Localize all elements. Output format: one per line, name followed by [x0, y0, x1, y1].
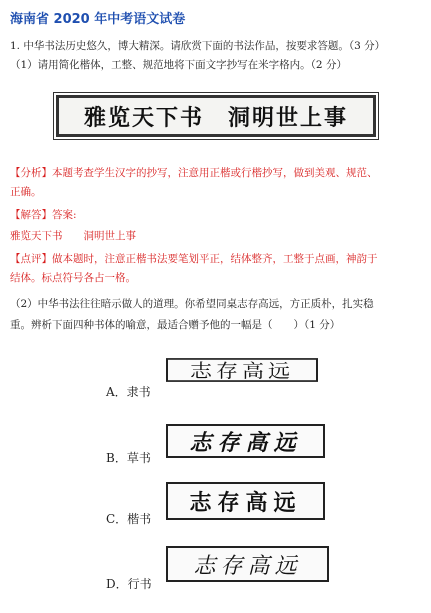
question-1-stem: 1. 中华书法历史悠久，博大精深。请欣赏下面的书法作品，按要求答题。（3 分） — [10, 40, 386, 52]
comment-line-2: 结体。标点符号各占一格。 — [10, 272, 136, 284]
question-1-sub2-line1: （2）中华书法往往暗示做人的道理。你希望同桌志存高远，方正质朴，扎实稳 — [10, 298, 374, 310]
comment-tag: 【点评】 — [10, 253, 52, 265]
option-a-label: A．隶书 — [106, 385, 151, 399]
analysis-line-2: 正确。 — [10, 186, 42, 198]
answer-label: 答案: — [52, 209, 77, 221]
option-c-text: 志存高远 — [189, 489, 302, 516]
option-b-calligraphy — [166, 424, 325, 458]
option-d-label: D．行书 — [106, 577, 152, 591]
question-1-sub2-line2: 重。辨析下面四种书体的喻意，最适合赠予他的一幅是（ ）（1 分） — [10, 319, 341, 331]
option-d-text: 志存高远 — [193, 553, 302, 579]
comment-text: 做本题时，注意正楷书法要笔划平正，结体整齐，工整于点画，神韵于 — [52, 253, 378, 265]
question-1-sub1: （1）请用简化楷体，工整、规范地将下面文字抄写在米字格内。（2 分） — [10, 59, 347, 71]
option-a-text: 志存高远 — [189, 361, 294, 383]
comment-line-1 — [10, 251, 378, 268]
option-b-text: 志存高远 — [189, 429, 302, 456]
analysis-tag: 【分析】 — [10, 167, 52, 179]
banner-text: 雅览天下书 洞明世上事 — [83, 104, 348, 131]
answer-tag: 【解答】 — [10, 209, 52, 221]
document-title: 海南省 2020 年中考语文试卷 — [10, 12, 186, 27]
analysis-line-1 — [10, 165, 378, 182]
answer-text: 雅览天下书 洞明世上事 — [10, 230, 136, 242]
option-c-calligraphy — [166, 482, 325, 520]
option-a-calligraphy — [166, 358, 318, 382]
option-d-calligraphy — [166, 546, 329, 582]
analysis-text: 本题考查学生汉字的抄写，注意用正楷或行楷抄写，做到美观、规范、 — [52, 167, 378, 179]
calligraphy-banner — [56, 95, 376, 137]
answer-line — [10, 207, 77, 224]
option-b-label: B．草书 — [106, 451, 151, 465]
option-c-label: C．楷书 — [106, 512, 152, 526]
